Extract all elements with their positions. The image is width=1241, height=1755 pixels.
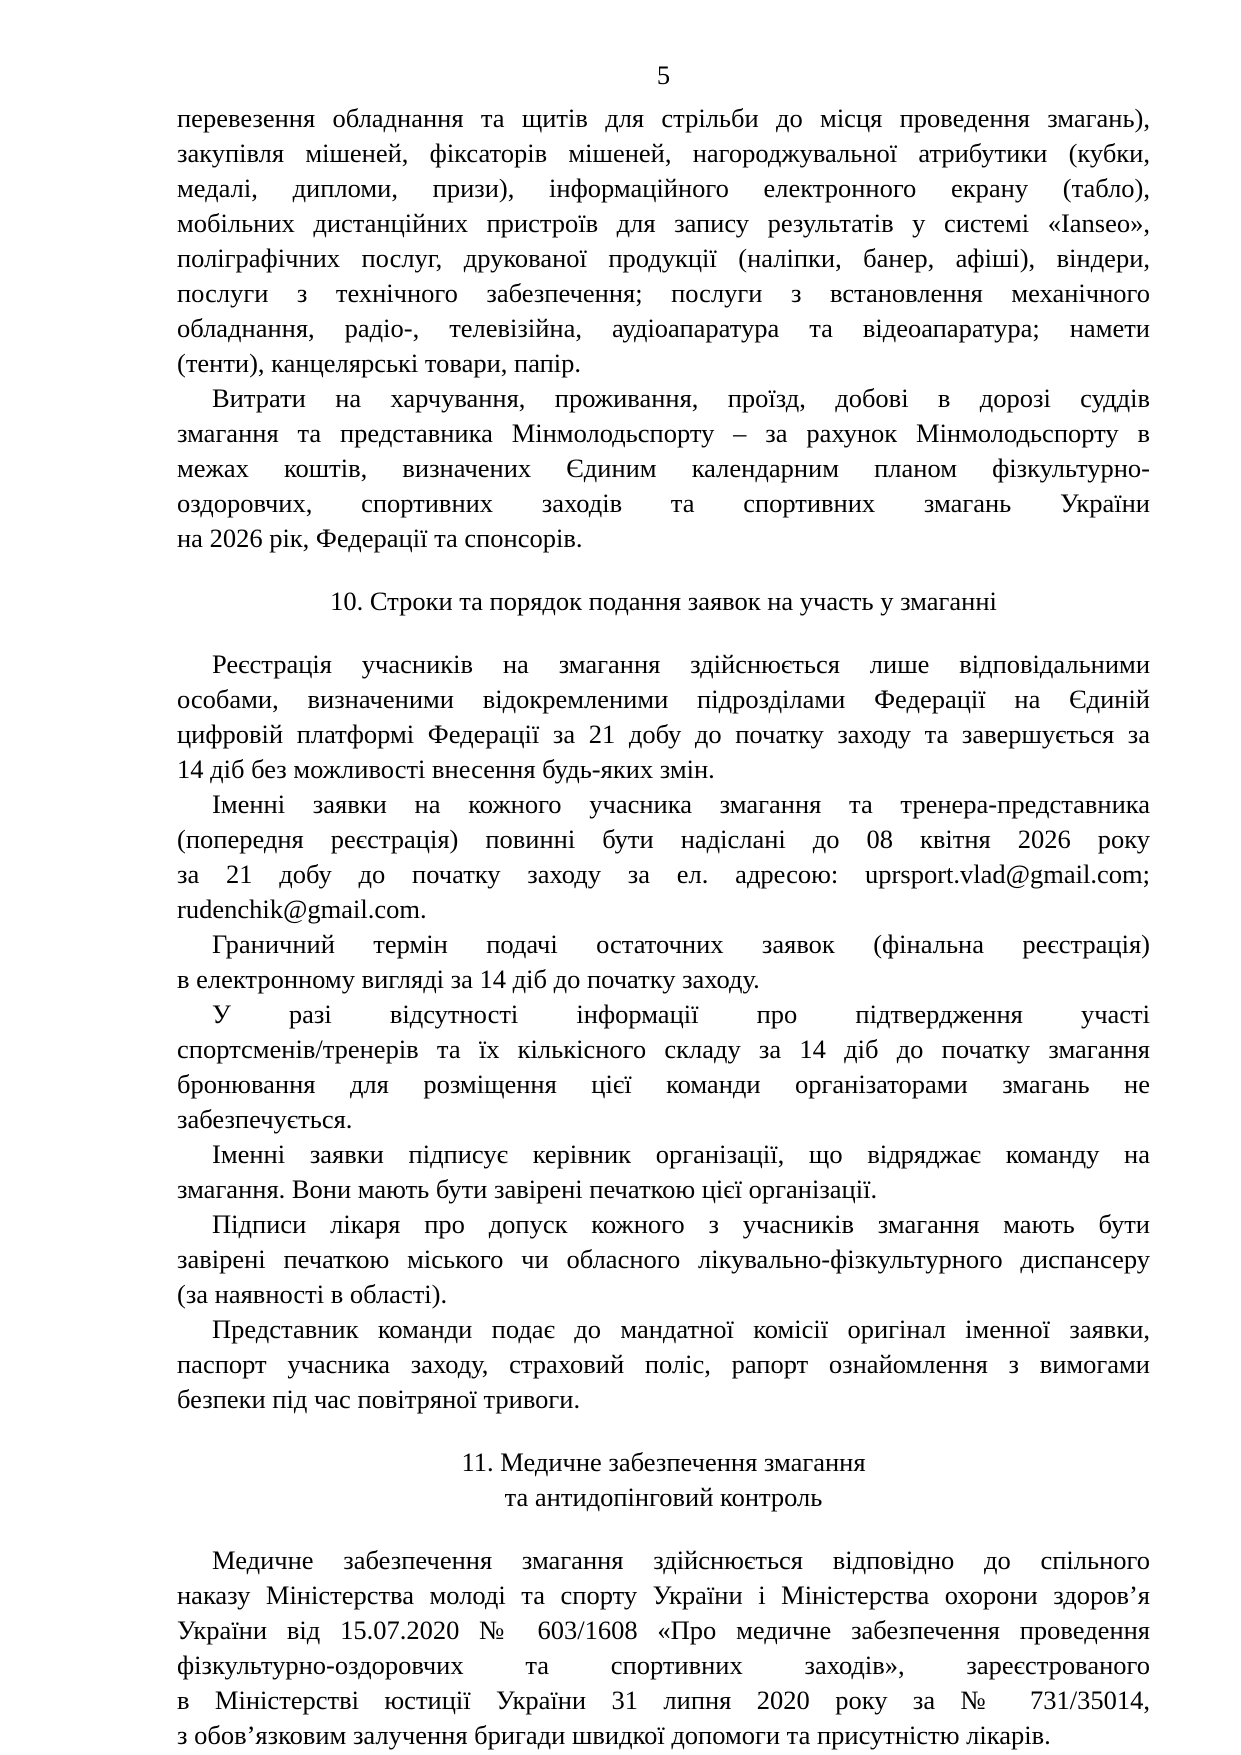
paragraph-line: Граничний термін подачі остаточних заявок (фінальна реєстрація) [212, 929, 1150, 959]
paragraph-line: паспорт учасника заходу, страховий поліс, рапорт ознайомлення з вимогами [177, 1349, 1150, 1379]
heading-line: 10. Строки та порядок подання заявок на участь у змаганні [330, 586, 997, 616]
paragraph-line: особами, визначеними відокремленими підрозділами Федерації на Єдиній [177, 684, 1150, 714]
paragraph-line: на 2026 рік, Федерації та спонсорів. [177, 523, 583, 553]
paragraph-line: України від 15.07.2020 № 603/1608 «Про медичне забезпечення проведення [177, 1615, 1150, 1645]
paragraph-line: У разі відсутності інформації про підтвердження участі [212, 999, 1150, 1029]
paragraph-line: спортсменів/тренерів та їх кількісного складу за 14 діб до початку змагання [177, 1034, 1150, 1064]
section-heading [177, 584, 1150, 619]
paragraph-line: Іменні заявки на кожного учасника змагання та тренера-представника [212, 789, 1150, 819]
paragraph-line: змагання та представника Мінмолодьспорту – за рахунок Мінмолодьспорту в [177, 418, 1150, 448]
paragraph-line: послуги з технічного забезпечення; послуги з встановлення механічного [177, 278, 1150, 308]
paragraph-line: (попередня реєстрація) повинні бути надіслані до 08 квітня 2026 року [177, 824, 1150, 854]
paragraph-line: (за наявності в області). [177, 1279, 448, 1309]
paragraph-line: rudenchik@gmail.com. [177, 894, 427, 924]
paragraph-line: бронювання для розміщення цієї команди організаторами змагань не [177, 1069, 1150, 1099]
paragraph [177, 381, 1150, 556]
paragraph [177, 1543, 1150, 1753]
paragraph-line: межах коштів, визначених Єдиним календарним планом фізкультурно- [177, 453, 1150, 483]
paragraph-line: Іменні заявки підписує керівник організації, що відряджає команду на [212, 1139, 1150, 1169]
paragraph [177, 1207, 1150, 1312]
paragraph [177, 997, 1150, 1137]
paragraph-line: Медичне забезпечення змагання здійснюється відповідно до спільного [212, 1545, 1150, 1575]
paragraph [177, 927, 1150, 997]
paragraph-line: 14 діб без можливості внесення будь-яких змін. [177, 754, 715, 784]
paragraph-line: Представник команди подає до мандатної комісії оригінал іменної заявки, [212, 1314, 1150, 1344]
paragraph-line: забезпечується. [177, 1104, 353, 1134]
paragraph-line: наказу Міністерства молоді та спорту України і Міністерства охорони здоров’я [177, 1580, 1150, 1610]
heading-line: 11. Медичне забезпечення змагання [461, 1447, 866, 1477]
paragraph-line: за 21 добу до початку заходу за ел. адресою: uprsport.vlad@gmail.com; [177, 859, 1150, 889]
paragraph [177, 101, 1150, 381]
paragraph [177, 1312, 1150, 1417]
section-heading [177, 1445, 1150, 1515]
paragraph [177, 1137, 1150, 1207]
paragraph-line: з обов’язковим залучення бригади швидкої допомоги та присутністю лікарів. [177, 1720, 1051, 1750]
page-number: 5 [656, 60, 671, 90]
paragraph-line: змагання. Вони мають бути завірені печаткою цієї організації. [177, 1174, 878, 1204]
paragraph-line: фізкультурно-оздоровчих та спортивних заходів», зареєстрованого [177, 1650, 1150, 1680]
paragraph-line: Підписи лікаря про допуск кожного з учасників змагання мають бути [212, 1209, 1150, 1239]
document-content [177, 101, 1150, 1753]
paragraph-line: Реєстрація учасників на змагання здійснюється лише відповідальними [212, 649, 1150, 679]
paragraph-line: завірені печаткою міського чи обласного лікувально-фізкультурного диспансеру [177, 1244, 1150, 1274]
paragraph-line: поліграфічних послуг, друкованої продукції (наліпки, банер, афіші), віндери, [177, 243, 1150, 273]
paragraph-line: закупівля мішеней, фіксаторів мішеней, нагороджувальної атрибутики (кубки, [177, 138, 1150, 168]
paragraph-line: в електронному вигляді за 14 діб до початку заходу. [177, 964, 760, 994]
paragraph-line: оздоровчих, спортивних заходів та спортивних змагань України [177, 488, 1150, 518]
paragraph-line: обладнання, радіо-, телевізійна, аудіоапаратура та відеоапаратура; намети [177, 313, 1150, 343]
paragraph-line: безпеки під час повітряної тривоги. [177, 1384, 581, 1414]
paragraph [177, 787, 1150, 927]
paragraph-line: мобільних дистанційних пристроїв для запису результатів у системі «Ianseo», [177, 208, 1150, 238]
paragraph-line: перевезення обладнання та щитів для стрільби до місця проведення змагань), [177, 103, 1150, 133]
paragraph [177, 647, 1150, 787]
heading-line: та антидопінговий контроль [504, 1482, 823, 1512]
paragraph-line: в Міністерстві юстиції України 31 липня 2020 року за № 731/35014, [177, 1685, 1150, 1715]
paragraph-line: (тенти), канцелярські товари, папір. [177, 348, 582, 378]
paragraph-line: медалі, дипломи, призи), інформаційного електронного екрану (табло), [177, 173, 1150, 203]
paragraph-line: цифровій платформі Федерації за 21 добу до початку заходу та завершується за [177, 719, 1150, 749]
paragraph-line: Витрати на харчування, проживання, проїзд, добові в дорозі суддів [212, 383, 1150, 413]
